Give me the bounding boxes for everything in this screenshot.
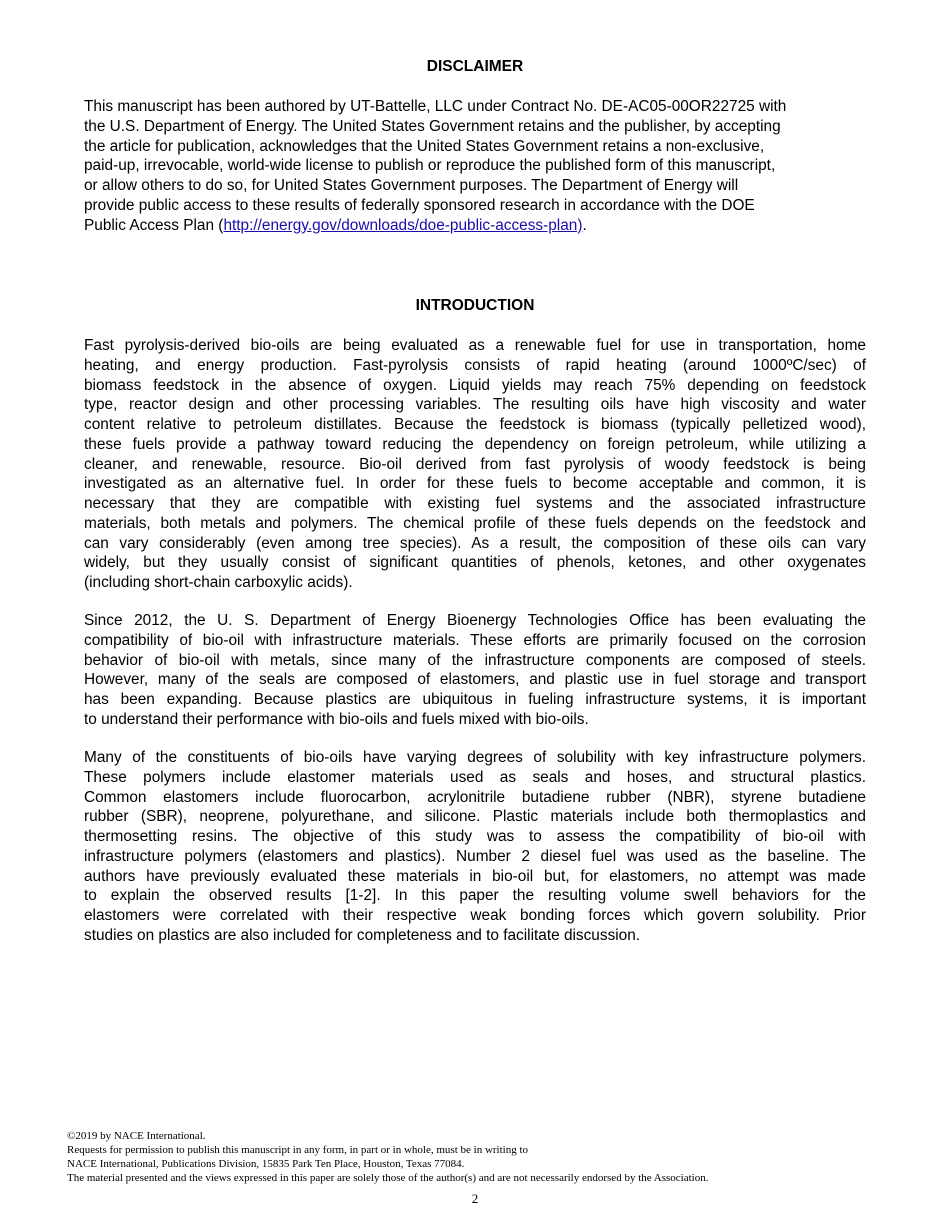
text-line: content relative to petroleum distillates. Because the feedstock is biomass (typically pelletized wood), (84, 416, 866, 433)
text-line: Many of the constituents of bio-oils have varying degrees of solubility with key infrastructure polymers. (84, 749, 866, 766)
text-line: behavior of bio-oil with metals, since many of the infrastructure components are composed of steels. (84, 651, 866, 669)
text-line: Since 2012, the U. S. Department of Energy Bioenergy Technologies Office has been evaluating the (84, 612, 866, 629)
disclaimer-paragraph (84, 97, 866, 235)
doe-public-access-plan-link[interactable]: http://energy.gov/downloads/doe-public-access-plan) (223, 216, 583, 234)
text-line: Fast pyrolysis-derived bio-oils are being evaluated as a renewable fuel for use in transportation, home (84, 337, 866, 354)
introduction-heading: INTRODUCTION (415, 297, 535, 314)
link-suffix: . (582, 216, 587, 234)
text-line: investigated as an alternative fuel. In order for these fuels to become acceptable and common, it is (84, 475, 866, 493)
text-line: These polymers include elastomer materials used as seals and hoses, and structural plastics. (84, 768, 866, 786)
text-line: studies on plastics are also included for completeness and to facilitate discussion. (84, 926, 641, 944)
text-line: to understand their performance with bio-oils and fuels mixed with bio-oils. (84, 710, 589, 728)
text-line: materials, both metals and polymers. The chemical profile of these fuels depends on the feedstock and (84, 514, 866, 532)
footer-line: NACE International, Publications Division, 15835 Park Ten Place, Houston, Texas 77084. (67, 1158, 465, 1170)
text-line: can vary considerably (even among tree species). As a result, the composition of these oils can vary (84, 534, 866, 552)
text-line: This manuscript has been authored by UT-Battelle, LLC under Contract No. DE-AC05-00OR22725 with (84, 98, 787, 115)
text-line: authors have previously evaluated these materials in bio-oil but, for elastomers, no attempt was made (84, 867, 866, 885)
text-line: necessary that they are compatible with existing fuel systems and the associated infrastructure (84, 495, 866, 512)
text-line: widely, but they usually consist of significant quantities of phenols, ketones, and other oxygenates (84, 554, 866, 572)
text-line: (including short-chain carboxylic acids). (84, 574, 353, 591)
footer-line: ©2019 by NACE International. (67, 1130, 206, 1142)
footer-line: The material presented and the views expressed in this paper are solely those of the author(s) and are not necessarily endorsed by the Association. (67, 1172, 709, 1184)
text-line: However, many of the seals are composed of elastomers, and plastic use in fuel storage and transport (84, 671, 866, 689)
text-line: the U.S. Department of Energy. The United States Government retains and the publisher, by accepting (84, 117, 781, 135)
link-prefix: Public Access Plan ( (84, 216, 224, 234)
intro-paragraph-2 (84, 611, 866, 730)
text-line: these fuels provide a pathway toward reducing the dependency on foreign petroleum, while utilizing a (84, 435, 866, 453)
text-line: provide public access to these results of federally sponsored research in accordance with the DOE (84, 196, 755, 214)
copyright-footer (67, 1129, 708, 1185)
text-line: has been expanding. Because plastics are ubiquitous in fueling infrastructure systems, it is important (84, 691, 866, 708)
text-line: thermosetting resins. The objective of this study was to assess the compatibility of bio-oil with (84, 828, 866, 845)
intro-paragraph-3 (84, 748, 866, 946)
text-line: biomass feedstock in the absence of oxygen. Liquid yields may reach 75% depending on feedstock (84, 376, 866, 394)
footer-line: Requests for permission to publish this manuscript in any form, in part or in whole, must be in writing to (67, 1144, 529, 1156)
text-line: rubber (SBR), neoprene, polyurethane, and silicone. Plastic materials include both thermoplastics and (84, 808, 866, 826)
text-line: elastomers were correlated with their respective weak bonding forces which govern solubility. Prior (84, 907, 866, 924)
text-line: cleaner, and renewable, resource. Bio-oil derived from fast pyrolysis of woody feedstock is being (84, 455, 866, 473)
text-line: the article for publication, acknowledges that the United States Government retains a non-exclusive, (84, 137, 765, 155)
page-number: 2 (471, 1191, 479, 1206)
text-line: type, reactor design and other processing variables. The resulting oils have high viscosity and water (84, 396, 866, 414)
text-line: compatibility of bio-oil with infrastructure materials. These efforts are primarily focused on the corrosion (84, 631, 866, 649)
text-line: heating, and energy production. Fast-pyrolysis consists of rapid heating (around 1000ºC/sec) of (84, 356, 866, 374)
text-line (84, 216, 866, 236)
intro-paragraph-1 (84, 336, 866, 593)
disclaimer-heading: DISCLAIMER (426, 58, 524, 75)
text-line: Common elastomers include fluorocarbon, acrylonitrile butadiene rubber (NBR), styrene butadiene (84, 788, 866, 806)
text-line: paid-up, irrevocable, world-wide license to publish or reproduce the published form of this manuscript, (84, 157, 776, 175)
text-line: infrastructure polymers (elastomers and plastics). Number 2 diesel fuel was used as the baseline. The (84, 847, 866, 865)
text-line: or allow others to do so, for United States Government purposes. The Department of Energy will (84, 177, 739, 194)
text-line: to explain the observed results [1-2]. In this paper the resulting volume swell behaviors for the (84, 887, 866, 905)
